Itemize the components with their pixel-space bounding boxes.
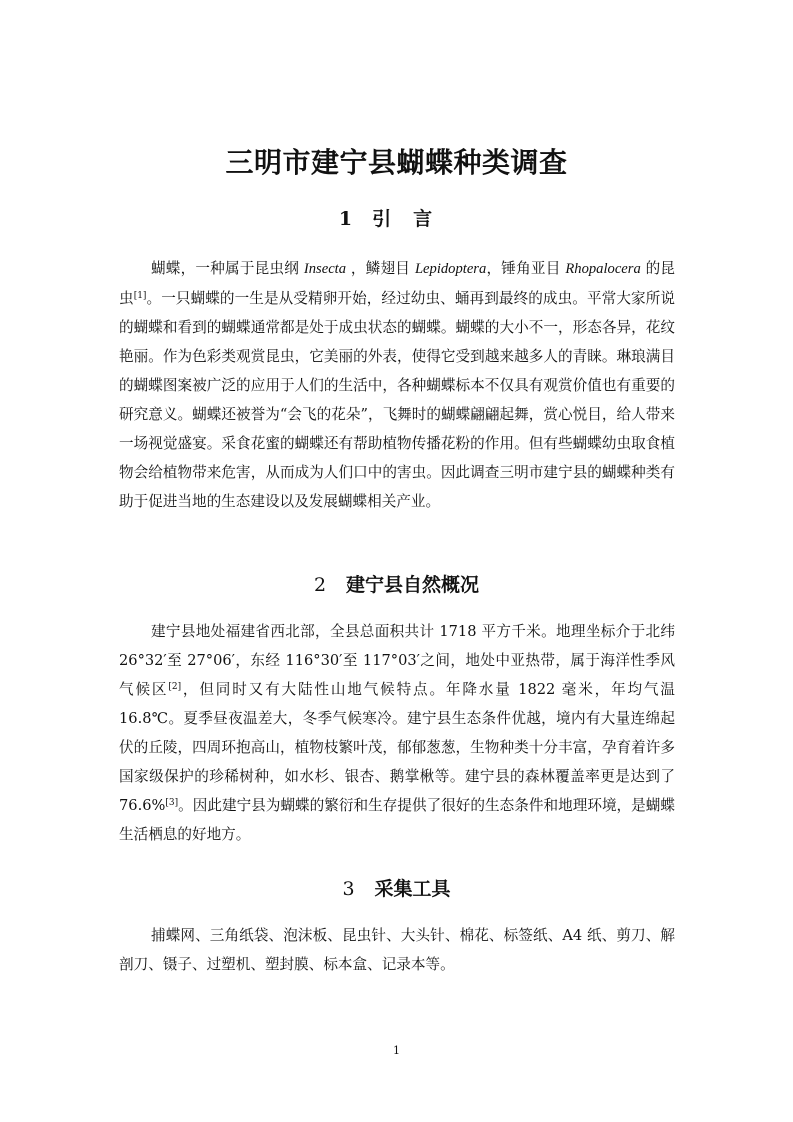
section-heading-introduction	[0, 204, 793, 231]
section-title: 建宁县自然概况	[346, 574, 480, 596]
text-run: ，鳞翅目	[346, 260, 415, 277]
natural-overview-paragraph	[119, 617, 675, 849]
section-title: 采集工具	[374, 878, 451, 900]
document-title: 三明市建宁县蝴蝶种类调查	[225, 146, 568, 179]
introduction-paragraph	[119, 254, 675, 516]
text-run: 。一只蝴蝶的一生是从受精卵开始，经过幼虫、蛹再到最终的成虫。平常大家所说的蝴蝶和看到的蝴蝶通常都是处于成虫状态的蝴蝶。蝴蝶的大小不一，形态各异，花纹艳丽。作为色彩类观赏昆虫，它美丽的外表，使得它受到越来越多人的青睐。琳琅满目的蝴蝶图案被广泛的应用于人们的生活中，各种蝴蝶标本不仅具有观赏价值也有重要的研究意义。蝴蝶还被誉为“会飞的花朵”，飞舞时的蝴蝶翩翩起舞，赏心悦目，给人带来一场视觉盛宴。采食花蜜的蝴蝶还有帮助植物传播花粉的作用。但有些蝴蝶幼虫取食植物会给植物带来危害，从而成为人们口中的害虫。因此调查三明市建宁县的蝴蝶种类有助于促进当地的生态建设以及发展蝴蝶相关产业。	[119, 290, 675, 510]
citation-ref-3[interactable]: [3]	[165, 798, 179, 808]
text-run: 。因此建宁县为蝴蝶的繁衍和生存提供了很好的生态条件和地理环境，是蝴蝶生活栖息的好地方。	[119, 797, 675, 843]
text-run: ，但同时又有大陆性山地气候特点。年降水量 1822 毫米，年均气温 16.8℃。夏季昼夜温差大，冬季气候寒冷。建宁县生态条件优越，境内有大量连绵起伏的丘陵，四周环抱高山，植物枝繁叶茂，郁郁葱葱，生物种类十分丰富，孕育着许多国家级保护的珍稀树种，如水杉、银杏、鹅掌楸等。建宁县的森林覆盖率更是达到了 76.6%	[119, 681, 675, 814]
text-run: 捕蝶网、三角纸袋、泡沫板、昆虫针、大头针、棉花、标签纸、A4 纸、剪刀、解剖刀、镊子、过塑机、塑封膜、标本盒、记录本等。	[119, 927, 675, 973]
section-title: 引言	[372, 208, 455, 230]
order-latin-name: Lepidoptera	[414, 261, 487, 277]
text-run: 的昆虫	[119, 260, 676, 307]
text-run: 建宁县地处福建省西北部，全县总面积共计 1718 平方千米。地理坐标介于北纬 26°32′至 27°06′，东经 116°30′至 117°03′之间，地处中亚热带，属于海洋性季风气候区	[119, 623, 675, 698]
text-run: 蝴蝶，一种属于昆虫纲	[151, 260, 304, 277]
section-number: 1	[338, 208, 353, 230]
suborder-latin-name: Rhopalocera	[565, 261, 641, 277]
collection-tools-paragraph	[119, 921, 675, 979]
citation-ref-1[interactable]: [1]	[133, 291, 147, 301]
class-latin-name: Insecta	[303, 261, 347, 277]
section-heading-collection-tools	[0, 874, 793, 901]
text-run: ，锤角亚目	[486, 260, 566, 277]
section-heading-natural-overview	[0, 570, 793, 597]
citation-ref-2[interactable]: [2]	[168, 682, 182, 692]
page-number: 1	[393, 1044, 400, 1057]
section-number: 3	[342, 878, 355, 900]
section-number: 2	[313, 574, 327, 596]
